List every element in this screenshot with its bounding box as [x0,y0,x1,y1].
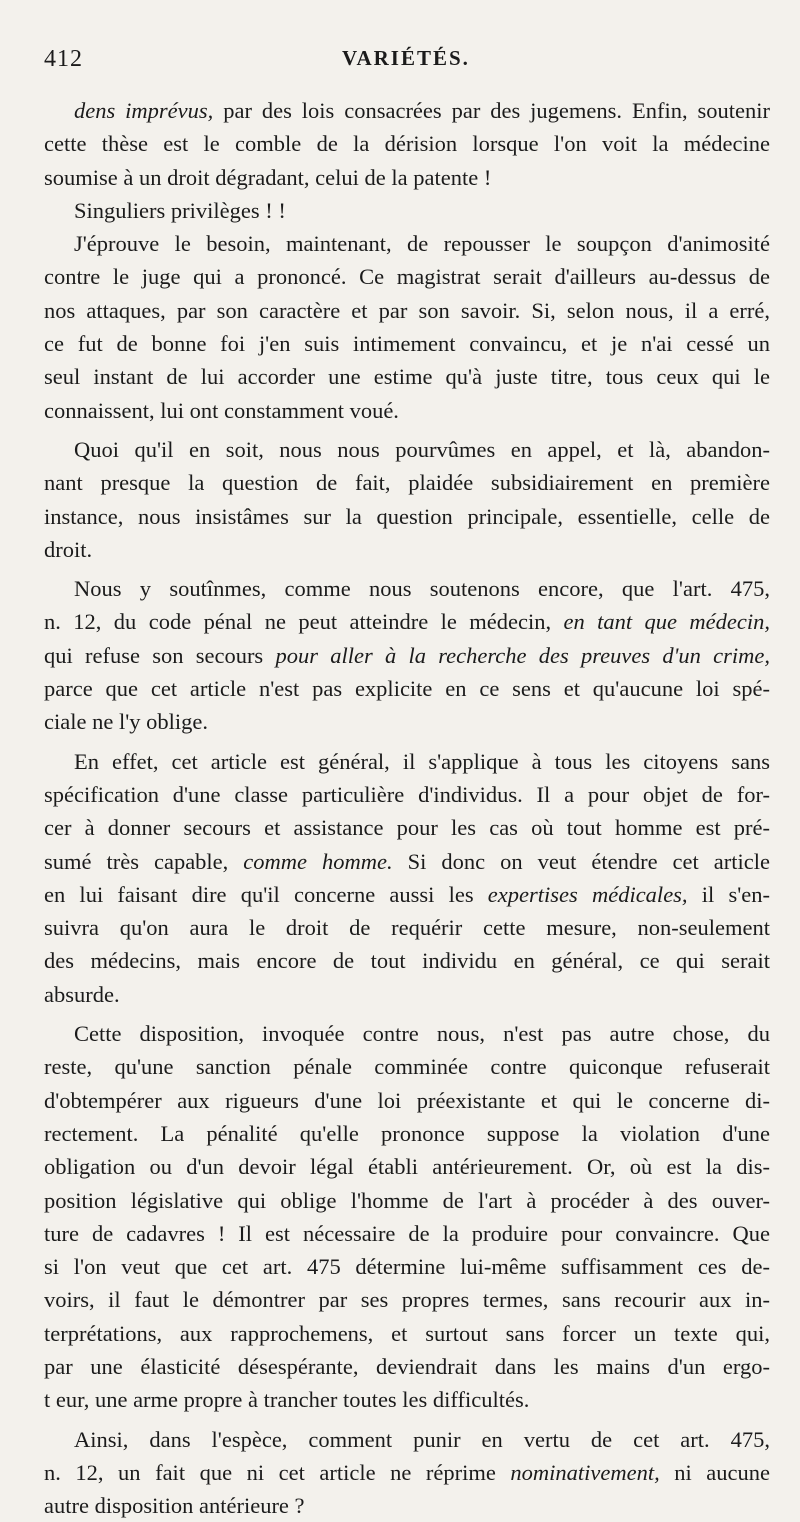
text-run: soumise à un droit dégradant, celui de la patente ! [44,164,492,190]
text-run: contre le juge qui a prononcé. Ce magistrat serait d'ailleurs au-dessus de [44,264,770,290]
paragraph [44,1017,770,1417]
paragraph [44,94,770,194]
text-line [44,572,770,605]
text-run: par une élasticité désespérante, deviendrait dans les mains d'un ergo- [44,1353,770,1379]
text-run: nant presque la question de fait, plaidée subsidiairement en première [44,470,770,496]
text-run: absurde. [44,981,120,1007]
text-run: nos attaques, par son caractère et par son savoir. Si, selon nous, il a erré, [44,297,770,323]
text-line [44,1350,770,1383]
text-line [44,533,770,566]
text-run: voirs, il faut le démontrer par ses propres termes, sans recourir aux in- [44,1287,770,1313]
text-run: Singuliers privilèges ! ! [74,197,286,223]
text-run: il s'en- [687,881,770,907]
text-run: n. 12, du code pénal ne peut atteindre le médecin, [44,609,564,635]
text-line [44,944,770,977]
text-run: Nous y soutînmes, comme nous soutenons encore, que l'art. 475, [74,576,770,602]
text-line [44,1489,770,1522]
text-run: Cette disposition, invoquée contre nous, n'est pas autre chose, du [74,1021,770,1047]
text-run: J'éprouve le besoin, maintenant, de repousser le soupçon d'animosité [74,231,770,257]
text-run: position législative qui oblige l'homme de l'art à procéder à des ouver- [44,1187,770,1213]
text-run: par des lois consacrées par des jugemens. Enfin, soutenir [213,98,770,123]
text-line [44,811,770,844]
text-run: ture de cadavres ! Il est nécessaire de la produire pour convaincre. Que [44,1220,770,1246]
italic-text: dens imprévus, [74,98,214,123]
text-line [44,294,770,327]
text-run: n. 12, un fait que ni cet article ne réprime [44,1459,511,1485]
text-line [44,745,770,778]
text-run: ce fut de bonne foi j'en suis intimement convaincu, et je n'ai cessé un [44,331,770,357]
text-line [44,260,770,293]
text-run: rectement. La pénalité qu'elle prononce suppose la violation d'une [44,1120,770,1146]
text-run: t eur, une arme propre à trancher toutes les difficultés. [44,1387,530,1413]
text-line [44,227,770,260]
text-run: cer à donner secours et assistance pour les cas où tout homme est pré- [44,815,770,841]
text-line [44,639,770,672]
text-line [44,194,770,227]
text-line [44,1017,770,1050]
text-line [44,1084,770,1117]
text-run: spécification d'une classe particulière d'individus. Il a pour objet de for- [44,781,770,807]
text-line [44,672,770,705]
text-run: terprétations, aux rapprochemens, et surtout sans forcer un texte qui, [44,1320,770,1346]
italic-text: en tant que médecin, [563,609,770,635]
text-run: droit. [44,536,93,562]
running-title: VARIÉTÉS. [342,46,470,70]
text-line [44,705,770,738]
text-line [44,845,770,878]
body-text [44,94,770,1522]
text-line [44,1456,770,1489]
italic-text: expertises médicales, [487,881,688,907]
text-run: En effet, cet article est général, il s'applique à tous les citoyens sans [74,748,770,774]
text-line [44,433,770,466]
paragraph [44,194,770,227]
text-run: parce que cet article n'est pas explicite en ce sens et qu'aucune loi spé- [44,676,770,702]
text-line [44,1150,770,1183]
text-run: cette thèse est le comble de la dérision lorsque l'on voit la médecine [44,131,770,157]
text-line [44,1050,770,1083]
text-run: en lui faisant dire qu'il concerne aussi les [44,881,488,907]
text-line [44,1217,770,1250]
paragraph [44,433,770,566]
text-line [44,1383,770,1416]
paragraph [44,572,770,738]
text-line [44,1250,770,1283]
text-run: Ainsi, dans l'espèce, comment punir en vertu de cet art. 475, [74,1426,770,1452]
text-line [44,1117,770,1150]
text-line [44,327,770,360]
text-line [44,1184,770,1217]
text-line [44,605,770,638]
text-run: autre disposition antérieure ? [44,1493,305,1519]
text-run: connaissent, lui ont constamment voué. [44,397,399,423]
text-run: qui refuse son secours [44,642,276,668]
text-line [44,1283,770,1316]
text-run: obligation ou d'un devoir légal établi antérieurement. Or, où est la dis- [44,1154,770,1180]
paragraph [44,745,770,1011]
text-line [44,94,770,127]
text-line [44,466,770,499]
text-run: si l'on veut que cet art. 475 détermine lui-même suffisamment ces de- [44,1254,770,1280]
text-line [44,778,770,811]
text-run: seul instant de lui accorder une estime qu'à juste titre, tous ceux qui le [44,364,770,390]
paragraph [44,1423,770,1522]
text-run: Si donc on veut étendre cet article [392,848,770,874]
text-line [44,1423,770,1456]
text-run: Quoi qu'il en soit, nous nous pourvûmes en appel, et là, abandon- [74,436,770,462]
italic-text: nominativement, [510,1459,660,1485]
text-line [44,360,770,393]
text-line [44,127,770,160]
text-run: ciale ne l'y oblige. [44,709,208,735]
text-line [44,978,770,1011]
text-line [44,878,770,911]
running-header [44,40,770,76]
page-number: 412 [44,46,83,72]
text-run: des médecins, mais encore de tout individu en général, ce qui serait [44,948,770,974]
text-run: suivra qu'on aura le droit de requérir cette mesure, non-seulement [44,915,770,941]
text-run: sumé très capable, [44,848,244,874]
paragraph [44,227,770,427]
text-line [44,911,770,944]
text-line [44,1317,770,1350]
text-run: reste, qu'une sanction pénale comminée contre quiconque refuserait [44,1054,770,1080]
italic-text: pour aller à la recherche des preuves d'un crime, [275,642,770,668]
italic-text: comme homme. [243,848,393,874]
text-run: d'obtempérer aux rigueurs d'une loi préexistante et qui le concerne di- [44,1087,770,1113]
text-line [44,394,770,427]
text-line [44,500,770,533]
text-run: ni aucune [659,1459,770,1485]
text-line [44,161,770,194]
text-run: instance, nous insistâmes sur la question principale, essentielle, celle de [44,503,770,529]
